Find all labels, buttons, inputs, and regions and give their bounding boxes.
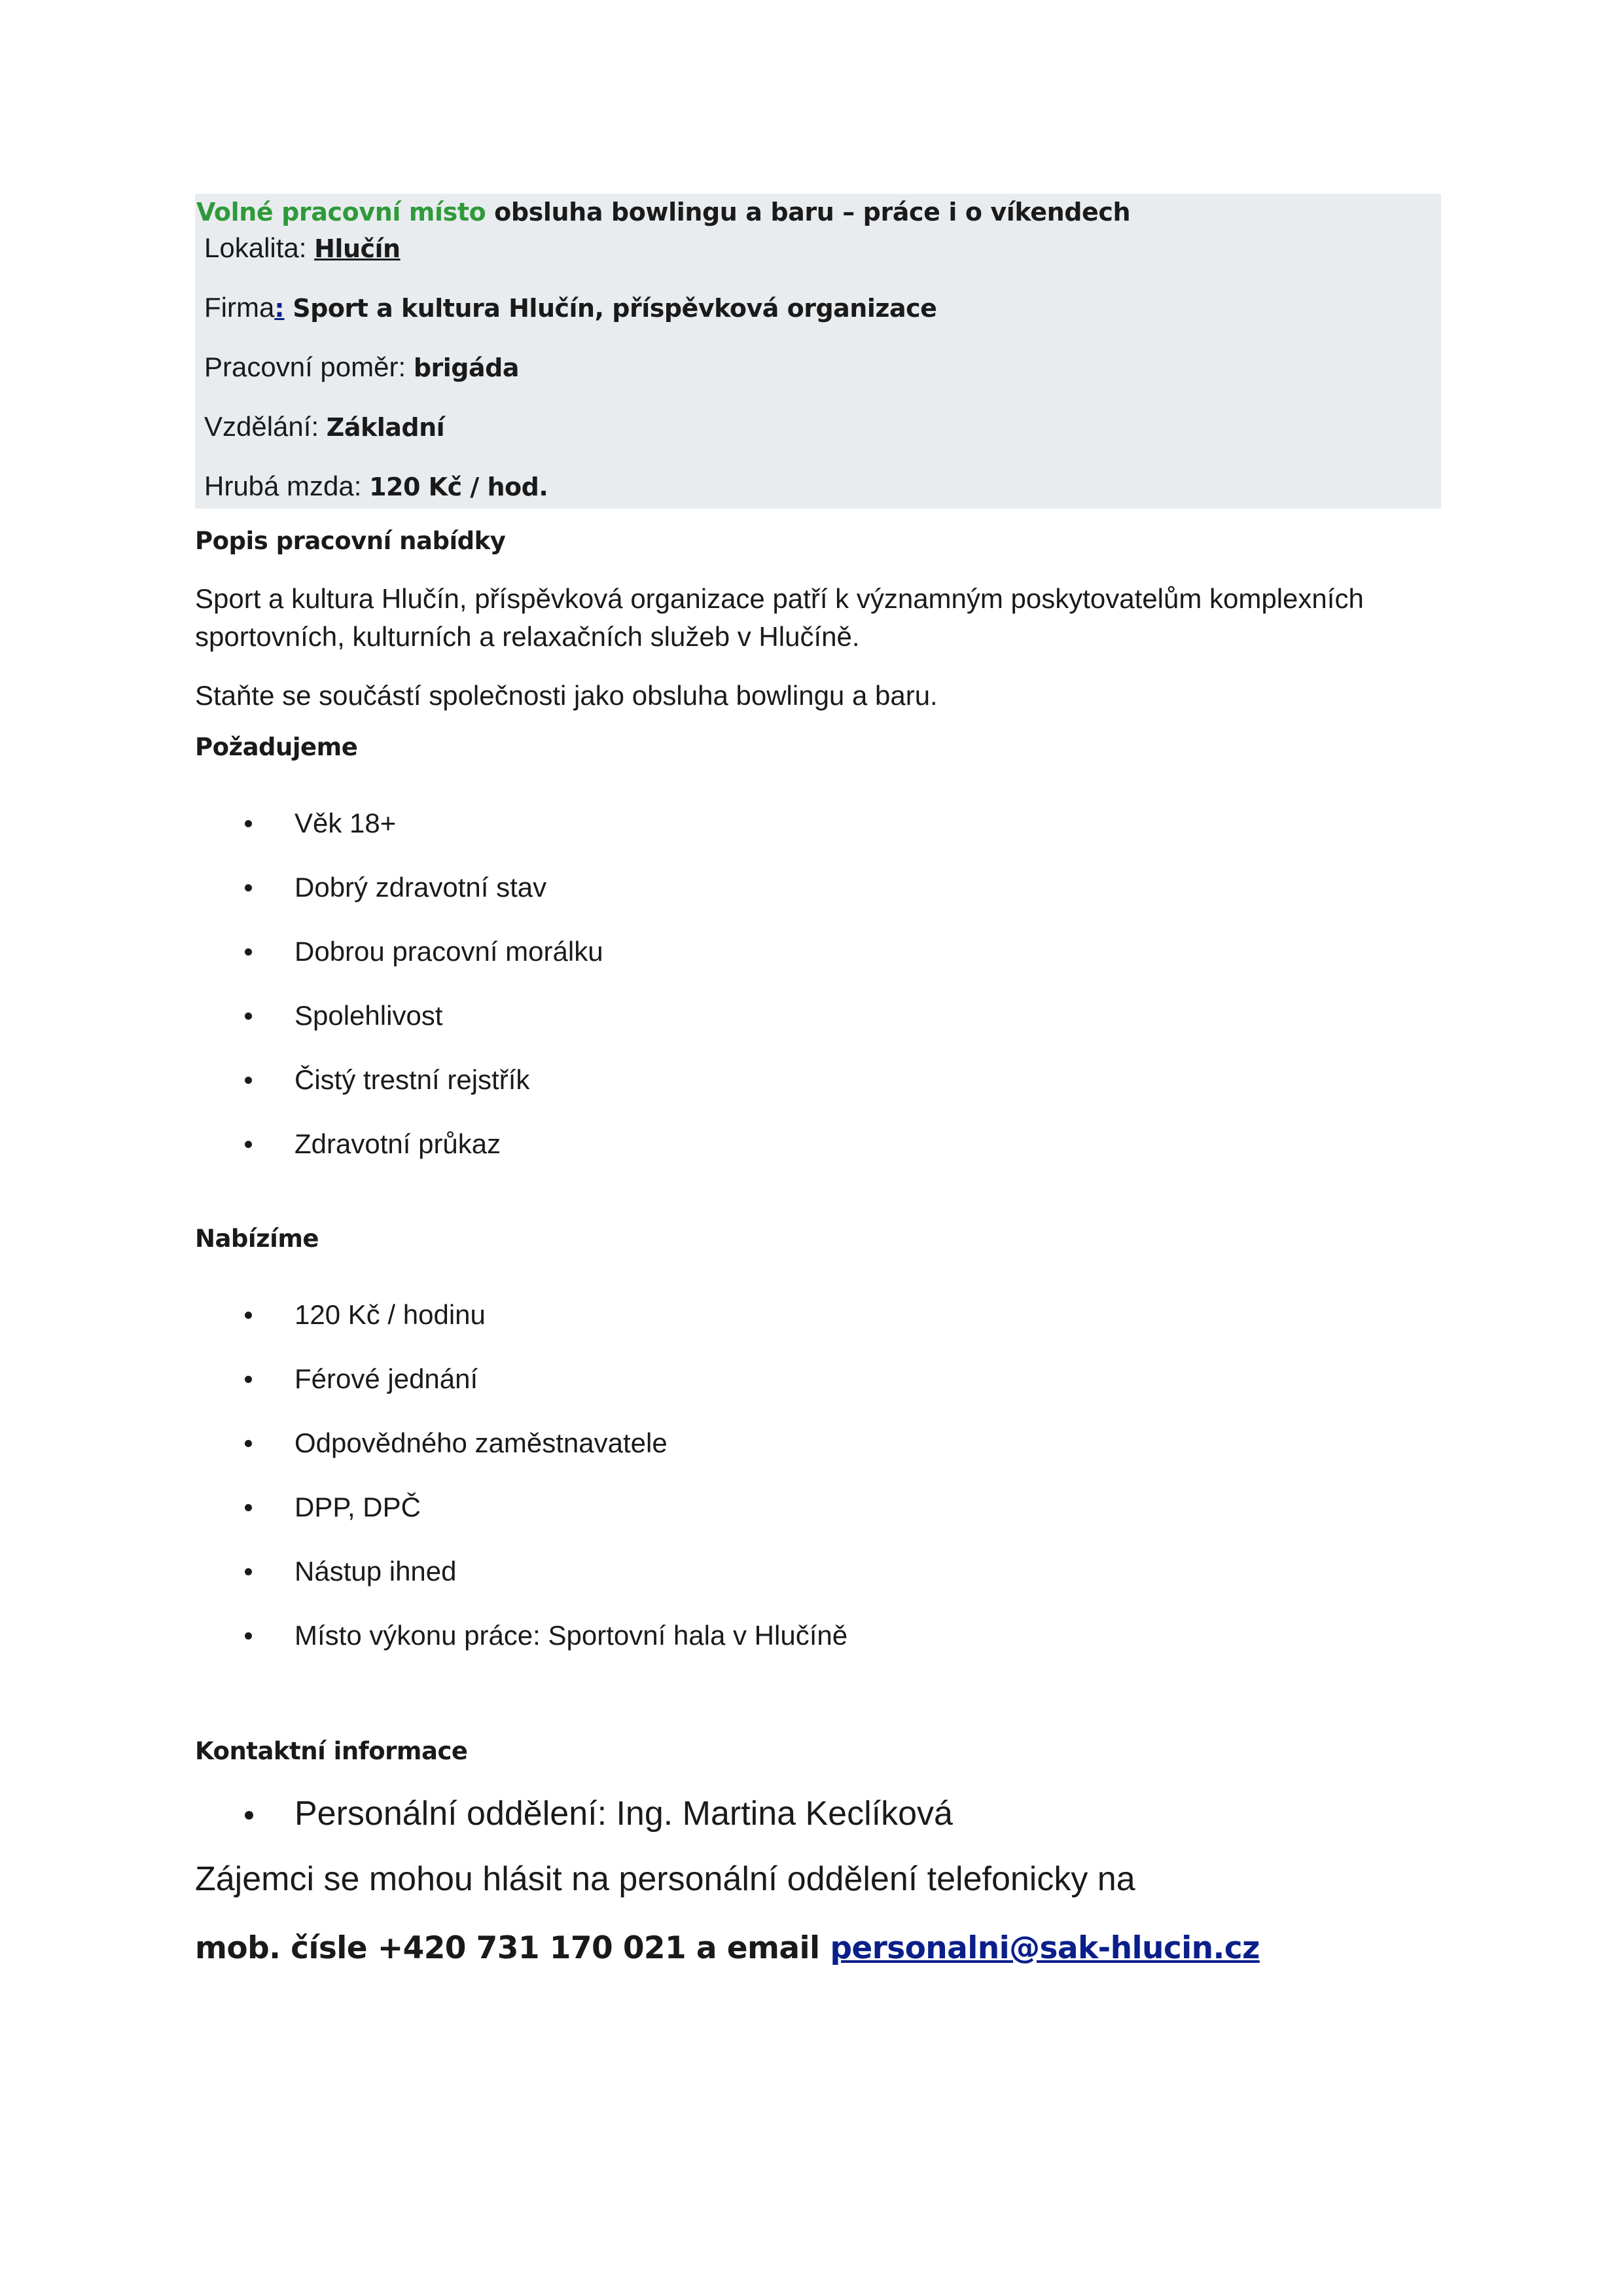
- bullet-icon: [245, 1440, 252, 1447]
- contact-phone-text: mob. čísle +420 731 170 021 a email: [195, 1930, 830, 1966]
- requirements-heading: Požadujeme: [195, 733, 358, 761]
- employment-row: [195, 350, 1441, 386]
- email-link[interactable]: personalni@sak-hlucin.cz: [830, 1930, 1260, 1966]
- requirements-list: [195, 791, 1438, 1176]
- bullet-icon: [245, 1568, 252, 1575]
- contact-line-1: Zájemci se mohou hlásit na personální oddělení telefonicky na: [195, 1860, 1135, 1898]
- job-title-text: obsluha bowlingu a baru – práce i o víkendech: [486, 198, 1131, 226]
- list-item: [195, 1048, 1438, 1112]
- bullet-icon: [245, 820, 252, 827]
- list-item-text: Odpovědného zaměstnavatele: [294, 1427, 668, 1458]
- bullet-icon: [245, 1312, 252, 1319]
- job-summary-panel: [195, 194, 1441, 509]
- company-row: [195, 290, 1441, 326]
- list-item-text: Férové jednání: [294, 1363, 478, 1394]
- salary-label: Hrubá mzda:: [204, 471, 370, 501]
- contact-heading: Kontaktní informace: [195, 1737, 468, 1765]
- list-item: [195, 1475, 1438, 1539]
- contact-line-2: [195, 1922, 1438, 1975]
- bullet-icon: [245, 948, 252, 956]
- bullet-icon: [245, 1811, 253, 1820]
- list-item: [195, 984, 1438, 1048]
- contact-person-item: [195, 1787, 1438, 1840]
- education-label: Vzdělání:: [204, 411, 327, 442]
- list-item-text: Dobrou pracovní morálku: [294, 936, 603, 967]
- education-value: Základní: [326, 413, 445, 442]
- job-title: [195, 194, 1441, 230]
- company-link[interactable]: :: [274, 294, 285, 323]
- list-item-text: Věk 18+: [294, 808, 397, 838]
- description-paragraph-1: Sport a kultura Hlučín, příspěvková organizace patří k významným poskytovatelům komplexních sportovních, kulturních a relaxačních služeb v Hlučíně.: [195, 583, 1364, 652]
- list-item-text: Nástup ihned: [294, 1556, 457, 1587]
- bullet-icon: [245, 1141, 252, 1148]
- list-item-text: Dobrý zdravotní stav: [294, 872, 547, 903]
- list-item-text: Čistý trestní rejstřík: [294, 1064, 530, 1095]
- list-item: [195, 1283, 1438, 1347]
- contact-person: Personální oddělení: Ing. Martina Keclíková: [294, 1795, 953, 1833]
- bullet-icon: [245, 884, 252, 891]
- employment-label: Pracovní poměr:: [204, 351, 414, 382]
- job-title-highlight: Volné pracovní místo: [196, 198, 486, 226]
- list-item: [195, 855, 1438, 920]
- location-row: [195, 230, 1441, 266]
- job-posting-page: [195, 194, 1438, 1975]
- list-item: [195, 791, 1438, 855]
- offer-heading: Nabízíme: [195, 1225, 319, 1253]
- company-label: Firma: [204, 292, 275, 323]
- list-item-text: Zdravotní průkaz: [294, 1128, 501, 1159]
- bullet-icon: [245, 1013, 252, 1020]
- bullet-icon: [245, 1077, 252, 1084]
- offer-list: [195, 1283, 1438, 1668]
- company-value: Sport a kultura Hlučín, příspěvková organizace: [284, 294, 937, 323]
- location-link[interactable]: Hlučín: [314, 234, 401, 263]
- list-item: [195, 1604, 1438, 1668]
- bullet-icon: [245, 1632, 252, 1640]
- description-paragraph-2: Staňte se součástí společnosti jako obsluha bowlingu a baru.: [195, 680, 938, 711]
- location-label: Lokalita:: [204, 232, 315, 263]
- salary-row: [195, 469, 1441, 505]
- list-item: [195, 1112, 1438, 1176]
- salary-value: 120 Kč / hod.: [369, 473, 548, 501]
- list-item-text: Spolehlivost: [294, 1000, 443, 1031]
- description-heading: Popis pracovní nabídky: [195, 527, 506, 555]
- education-row: [195, 409, 1441, 445]
- list-item-text: DPP, DPČ: [294, 1492, 421, 1522]
- list-item: [195, 1411, 1438, 1475]
- list-item-text: 120 Kč / hodinu: [294, 1299, 486, 1330]
- employment-value: brigáda: [413, 353, 519, 382]
- bullet-icon: [245, 1504, 252, 1511]
- bullet-icon: [245, 1376, 252, 1383]
- list-item-text: Místo výkonu práce: Sportovní hala v Hlučíně: [294, 1620, 848, 1651]
- list-item: [195, 1539, 1438, 1604]
- list-item: [195, 920, 1438, 984]
- list-item: [195, 1347, 1438, 1411]
